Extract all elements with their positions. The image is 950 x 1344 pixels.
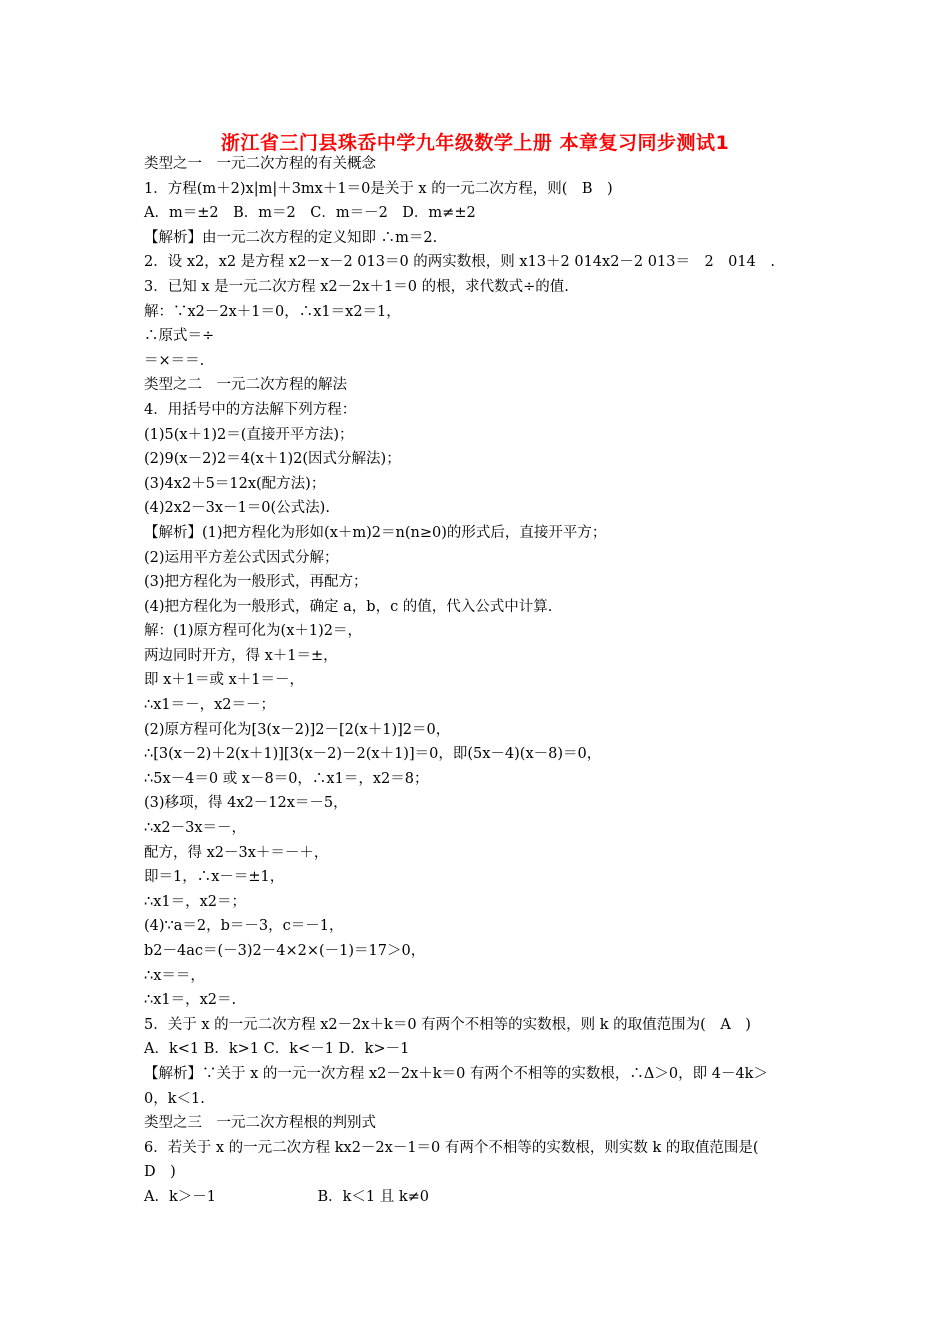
text-line: ∴x1＝，x2＝.: [144, 992, 237, 1009]
text-line: ∴x2－3x＝－，: [144, 820, 247, 837]
document-body: [144, 152, 814, 1210]
text-line: 3．已知 x 是一元二次方程 x2－2x＋1＝0 的根，求代数式÷的值.: [144, 278, 569, 295]
text-line: (3)移项，得 4x2－12x＝－5，: [144, 795, 348, 812]
text-line: D ): [144, 1164, 176, 1181]
text-line: (2)9(x－2)2＝4(x＋1)2(因式分解法)；: [144, 451, 401, 468]
text-line: 两边同时开方，得 x＋1＝±，: [144, 647, 338, 664]
text-line: 2．设 x2，x2 是方程 x2－x－2 013＝0 的两实数根，则 x13＋2 014x2－2 013＝ 2 014 .: [144, 254, 775, 271]
text-line: (2)运用平方差公式因式分解；: [144, 549, 339, 566]
text-line: 6．若关于 x 的一元二次方程 kx2－2x－1＝0 有两个不相等的实数根，则实数 k 的取值范围是(: [144, 1139, 759, 1156]
text-line: ＝×＝＝.: [144, 352, 205, 369]
text-line: (4)把方程化为一般形式，确定 a，b，c 的值，代入公式中计算.: [144, 598, 553, 615]
text-line: 类型之二 一元二次方程的解法: [144, 377, 347, 394]
text-line: 【解析】∵关于 x 的一元一次方程 x2－2x＋k＝0 有两个不相等的实数根，∴Δ＞0，即 4－4k＞: [144, 1065, 768, 1082]
text-line: A．k＞－1 B．k＜1 且 k≠0: [144, 1188, 430, 1205]
text-line: 即＝1，∴x－＝±1，: [144, 869, 285, 886]
text-line: 解：(1)原方程可化为(x＋1)2＝，: [144, 623, 362, 640]
text-line: 即 x＋1＝或 x＋1＝－，: [144, 672, 305, 689]
text-line: (2)原方程可化为[3(x－2)]2－[2(x＋1)]2＝0，: [144, 721, 451, 738]
text-line: 5．关于 x 的一元二次方程 x2－2x＋k＝0 有两个不相等的实数根，则 k 的取值范围为( A ): [144, 1016, 751, 1033]
text-line: (4)∵a＝2，b＝－3，c＝－1，: [144, 918, 344, 935]
text-line: 1．方程(m＋2)x|m|＋3mx＋1＝0是关于 x 的一元二次方程，则( B ): [144, 180, 613, 197]
text-line: ∴x＝＝，: [144, 967, 205, 984]
text-line: 【解析】(1)把方程化为形如(x＋m)2＝n(n≥0)的形式后，直接开平方；: [144, 524, 607, 541]
text-line: 类型之三 一元二次方程根的判别式: [144, 1115, 376, 1132]
text-line: (3)把方程化为一般形式，再配方；: [144, 574, 368, 591]
text-line: 0，k＜1.: [144, 1090, 205, 1107]
text-line: 4．用括号中的方法解下列方程：: [144, 401, 357, 418]
text-line: 解：∵x2－2x＋1＝0，∴x1＝x2＝1，: [144, 303, 401, 320]
text-line: 【解析】由一元二次方程的定义知即 ∴m＝2.: [144, 229, 438, 246]
text-line: (3)4x2＋5＝12x(配方法)；: [144, 475, 326, 492]
text-line: ∴5x－4＝0 或 x－8＝0，∴x1＝，x2＝8；: [144, 770, 429, 787]
text-line: (1)5(x＋1)2＝(直接开平方法)；: [144, 426, 354, 443]
text-line: ∴x1＝，x2＝；: [144, 893, 247, 910]
text-line: A．k<1 B．k>1 C．k<－1 D．k>－1: [144, 1041, 410, 1058]
text-line: A．m＝±2 B．m＝2 C．m＝－2 D．m≠±2: [144, 205, 476, 222]
text-line: ∴x1＝－，x2＝－；: [144, 697, 276, 714]
text-line: ∴[3(x－2)＋2(x＋1)][3(x－2)－2(x＋1)]＝0，即(5x－4)(x－8)＝0，: [144, 746, 602, 763]
text-line: 类型之一 一元二次方程的有关概念: [144, 156, 376, 172]
text-line: 配方，得 x2－3x＋＝－＋，: [144, 844, 329, 861]
text-line: b2－4ac＝(－3)2－4×2×(－1)＝17＞0，: [144, 943, 426, 959]
document-title: 浙江省三门县珠岙中学九年级数学上册 本章复习同步测试1: [220, 132, 730, 154]
text-line: (4)2x2－3x－1＝0(公式法).: [144, 500, 330, 517]
text-line: ∴原式＝÷: [144, 328, 215, 345]
